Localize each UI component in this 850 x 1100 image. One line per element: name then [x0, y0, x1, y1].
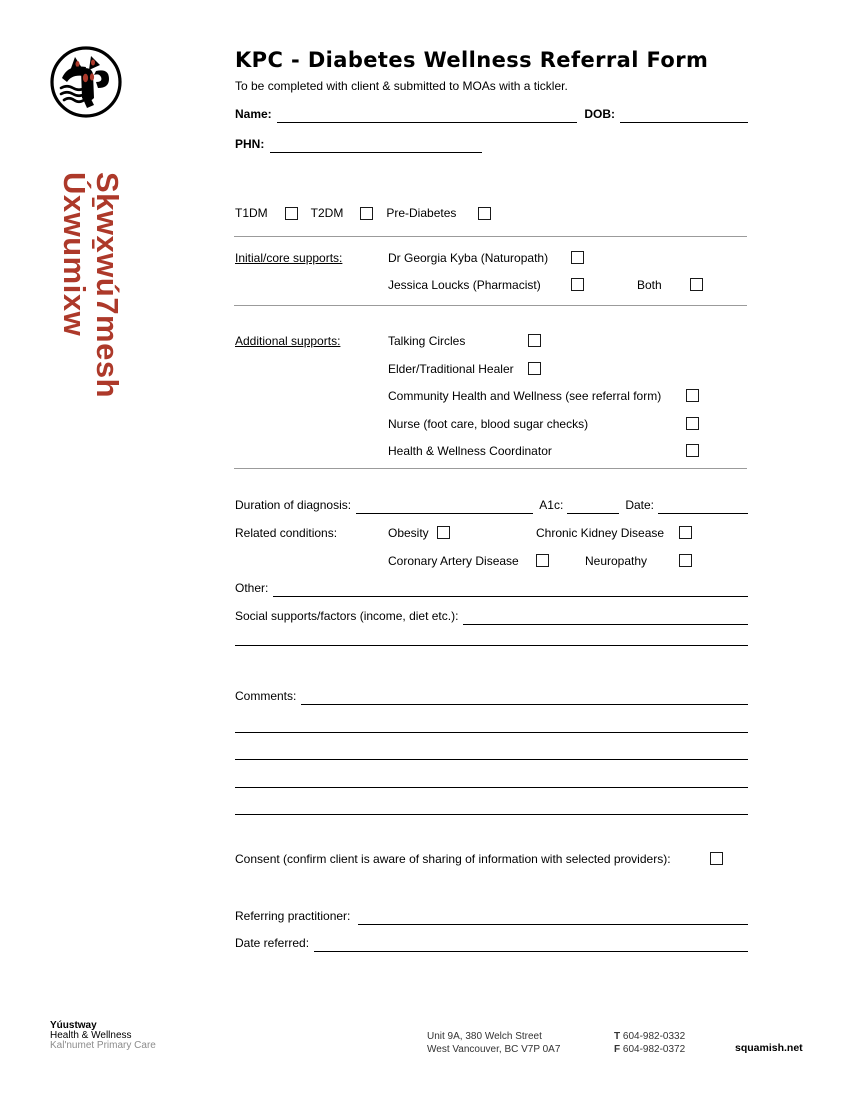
other-label: Other: — [235, 581, 269, 595]
checkbox-consent[interactable] — [710, 852, 723, 865]
prediabetes-label: Pre-Diabetes — [386, 206, 457, 220]
footer-tel-number: 604-982-0332 — [622, 1031, 686, 1042]
checkbox-loucks-pharmacist[interactable] — [571, 278, 584, 291]
date-referred-row — [235, 935, 748, 952]
checkbox-wellness-coordinator[interactable] — [686, 444, 699, 457]
consent-row — [235, 851, 748, 868]
comments-field-line2[interactable] — [235, 720, 748, 733]
social-supports-label: Social supports/factors (income, diet etc.): — [235, 609, 459, 623]
additional-supports-row-4 — [235, 416, 748, 433]
referring-practitioner-row — [235, 908, 748, 925]
loucks-pharmacist-label: Jessica Loucks (Pharmacist) — [388, 278, 541, 292]
checkbox-t2dm[interactable] — [360, 207, 373, 220]
comments-field-line3[interactable] — [235, 747, 748, 760]
referring-practitioner-field[interactable] — [358, 912, 748, 925]
a1c-label: A1c: — [539, 498, 564, 512]
section-divider — [234, 305, 747, 306]
comments-field[interactable] — [301, 692, 748, 705]
additional-supports-row-3 — [235, 388, 748, 405]
checkbox-t1dm[interactable] — [285, 207, 298, 220]
footer-org-clinic: Kal'numet Primary Care — [50, 1040, 156, 1051]
t1dm-label: T1DM — [235, 206, 268, 220]
footer-address-block — [427, 1031, 560, 1056]
date-referred-field[interactable] — [314, 939, 748, 952]
additional-supports-row-2 — [235, 361, 748, 378]
footer-org-block — [50, 1021, 156, 1051]
social-supports-field[interactable] — [463, 612, 748, 625]
comments-line-4 — [235, 771, 748, 788]
checkbox-community-health[interactable] — [686, 389, 699, 402]
a1c-field[interactable] — [567, 501, 619, 514]
footer-org-dept: Health & Wellness — [50, 1030, 132, 1041]
footer-fax-label: F — [614, 1043, 621, 1055]
comments-field-line5[interactable] — [235, 802, 748, 815]
kyba-naturopath-label: Dr Georgia Kyba (Naturopath) — [388, 251, 549, 265]
dob-field[interactable] — [620, 110, 748, 123]
coronary-artery-label: Coronary Artery Disease — [388, 554, 519, 568]
related-conditions-row-1 — [235, 525, 748, 542]
checkbox-prediabetes[interactable] — [478, 207, 491, 220]
date-label: Date: — [625, 498, 654, 512]
social-supports-line-2 — [235, 629, 748, 646]
footer-phone-block — [614, 1031, 685, 1056]
footer-tel-label: T — [614, 1031, 621, 1042]
checkbox-chronic-kidney[interactable] — [679, 526, 692, 539]
page-title: KPC - Diabetes Wellness Referral Form — [235, 48, 709, 72]
duration-field[interactable] — [356, 501, 533, 514]
both-label: Both — [637, 278, 662, 292]
phn-field[interactable] — [270, 140, 482, 153]
comments-line-2 — [235, 716, 748, 733]
checkbox-nurse[interactable] — [686, 417, 699, 430]
footer-org-name: Yúustway — [50, 1020, 97, 1031]
social-supports-field-line2[interactable] — [235, 633, 748, 646]
checkbox-both[interactable] — [690, 278, 703, 291]
referral-form-page: Sḵwx̱wú7mesh Úxwumixw KPC - Diabetes Wellness Referral Form To be completed with client & submitted to MOAs with a tickler. Name: DOB: PHN: T1DM T2DM Pre-Diabetes Initial/core supports: Dr Georgia Kyba (Naturopath) Jessica Loucks (Pharmacist) Both Additional supports: Talking Circles Elder/Traditional Healer Community Health and Wellness (see referral form) Nurse (foot care, blood sugar checks) Health & Wellness Coordinator Duration of diagnosis: A1c: Date: Related conditions: Obesity Chronic Kidney Disease Coronary Artery Disease Neuropathy Other: Social supports/factors (income, diet etc.): Comments: Consent (confirm client is aware of sharing of information with selected providers): Referring practitioner: Date referred: Yúustway Health & Wellness Kal'numet Primary Care Unit 9A, 380 Welch Street West Vancouver, BC V7P 0A7 T 604-982-0332 F 604-982-0372 squamish.net — [0, 0, 850, 1100]
additional-supports-section-label: Additional supports: — [235, 334, 341, 348]
t2dm-label: T2DM — [310, 206, 344, 220]
phn-label: PHN: — [235, 137, 265, 151]
social-supports-row — [235, 608, 748, 625]
section-divider — [234, 236, 747, 237]
section-divider — [234, 468, 747, 469]
footer-address-line1: Unit 9A, 380 Welch Street — [427, 1031, 542, 1042]
elder-healer-label: Elder/Traditional Healer — [388, 362, 514, 376]
additional-supports-row-5 — [235, 443, 748, 460]
neuropathy-label: Neuropathy — [585, 554, 648, 568]
other-field[interactable] — [273, 584, 748, 597]
talking-circles-label: Talking Circles — [388, 334, 466, 348]
comments-row — [235, 688, 748, 705]
date-field[interactable] — [658, 501, 748, 514]
name-field[interactable] — [277, 110, 578, 123]
name-dob-row — [235, 106, 748, 123]
community-health-label: Community Health and Wellness (see referral form) — [388, 389, 662, 403]
core-supports-row-2 — [235, 277, 748, 294]
checkbox-kyba-naturopath[interactable] — [571, 251, 584, 264]
dob-label: DOB: — [584, 107, 615, 121]
comments-label: Comments: — [235, 689, 297, 703]
checkbox-neuropathy[interactable] — [679, 554, 692, 567]
consent-label: Consent (confirm client is aware of sharing of information with selected providers): — [235, 852, 671, 866]
crest-icon — [48, 44, 124, 120]
comments-field-line4[interactable] — [235, 775, 748, 788]
footer-fax-number: 604-982-0372 — [622, 1043, 686, 1055]
checkbox-obesity[interactable] — [437, 526, 450, 539]
duration-label: Duration of diagnosis: — [235, 498, 352, 512]
squamish-nation-logo — [48, 44, 124, 120]
page-subtitle: To be completed with client & submitted to MOAs with a tickler. — [235, 79, 568, 93]
date-referred-label: Date referred: — [235, 936, 310, 950]
checkbox-elder-healer[interactable] — [528, 362, 541, 375]
checkbox-coronary-artery[interactable] — [536, 554, 549, 567]
duration-row — [235, 497, 748, 514]
core-supports-row-1 — [235, 250, 748, 267]
additional-supports-row-1 — [235, 333, 748, 350]
chronic-kidney-label: Chronic Kidney Disease — [536, 526, 665, 540]
obesity-label: Obesity — [388, 526, 429, 540]
name-label: Name: — [235, 107, 272, 121]
core-supports-section-label: Initial/core supports: — [235, 251, 343, 265]
footer-website: squamish.net — [735, 1042, 803, 1054]
related-conditions-label: Related conditions: — [235, 526, 338, 540]
diabetes-type-row — [235, 205, 748, 222]
wellness-coordinator-label: Health & Wellness Coordinator — [388, 444, 552, 458]
referring-practitioner-label: Referring practitioner: — [235, 909, 351, 923]
related-conditions-row-2 — [235, 553, 748, 570]
comments-line-3 — [235, 743, 748, 760]
checkbox-talking-circles[interactable] — [528, 334, 541, 347]
comments-line-5 — [235, 798, 748, 815]
phn-row — [235, 136, 748, 153]
nurse-label: Nurse (foot care, blood sugar checks) — [388, 417, 589, 431]
footer-address-line2: West Vancouver, BC V7P 0A7 — [427, 1043, 561, 1055]
other-row — [235, 580, 748, 597]
